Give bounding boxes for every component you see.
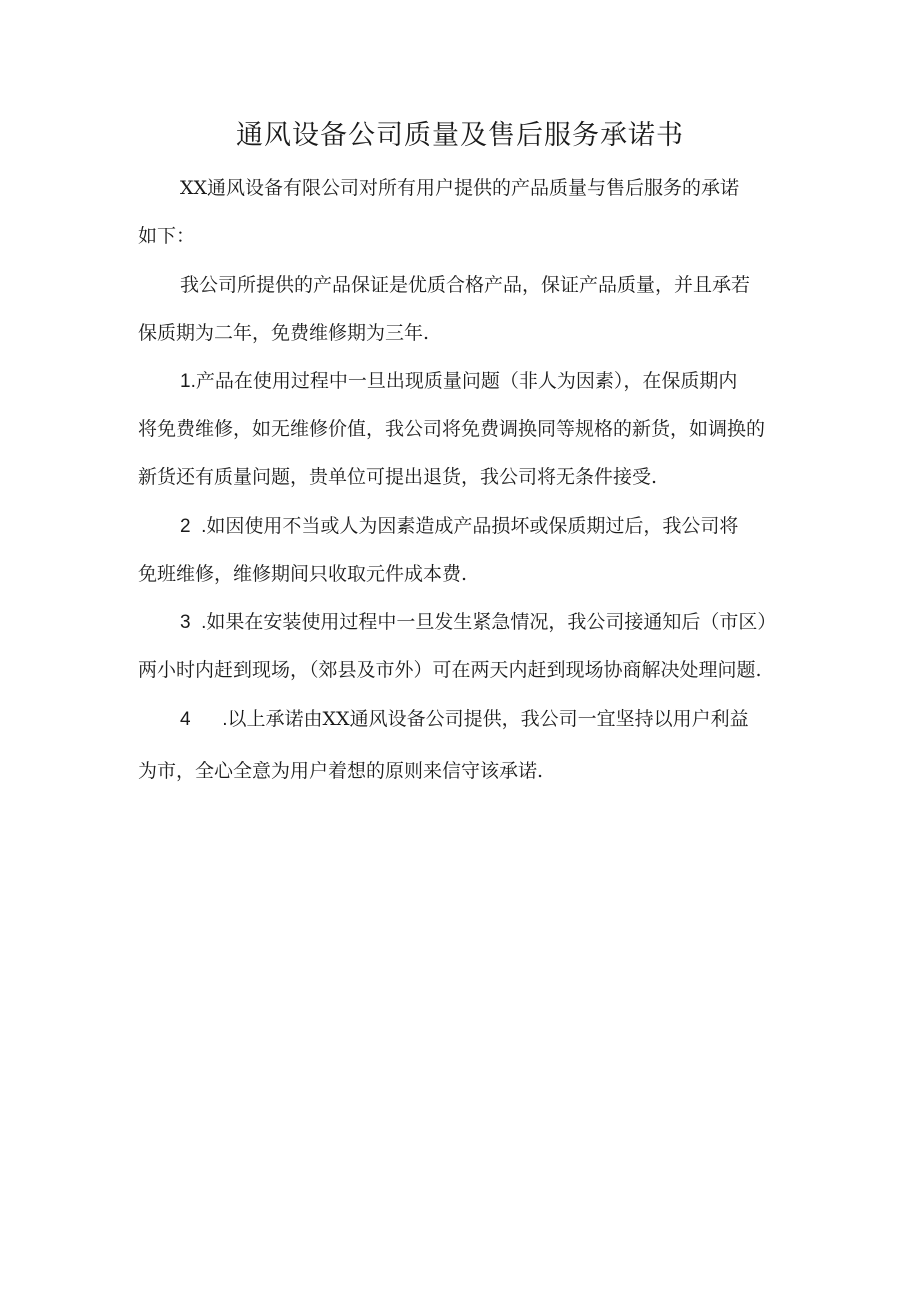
item-4-line-1 [180,706,749,733]
item-3-line-2: 两小时内赶到现场，（郊县及市外）可在两天内赶到现场协商解决处理问题. [138,659,762,681]
item-4-line-2: 为市，全心全意为用户着想的原则来信守该承诺. [138,760,544,782]
intro-line-2: 如下： [138,225,196,247]
item-4-text-1: 以上承诺由XX通风设备公司提供，我公司一宜坚持以用户利益 [227,708,749,730]
item-3-number: 3 . [180,612,207,633]
document-title: 通风设备公司质量及售后服务承诺书 [236,120,684,151]
item-2-text-1: 如因使用不当或人为因素造成产品损坏或保质期过后，我公司将 [206,515,739,537]
intro-line-1: XX通风设备有限公司对所有用户提供的产品质量与售后服务的承诺 [180,177,740,199]
item-4-number: 4 . [180,709,228,730]
item-2-line-1 [180,513,738,540]
item-2-number: 2 . [180,516,207,537]
item-1-text-1: 产品在使用过程中一旦出现质量问题（非人为因素），在保质期内 [195,370,738,392]
item-3-line-1 [180,609,776,636]
item-1-line-3: 新货还有质量问题，贵单位可提出退货，我公司将无条件接受. [138,466,658,488]
item-1-line-1 [180,368,737,395]
item-1-line-2: 将免费维修，如无维修价值，我公司将免费调换同等规格的新货，如调换的 [138,418,766,440]
guarantee-line-2: 保质期为二年，免费维修期为三年. [138,322,430,344]
guarantee-line-1: 我公司所提供的产品保证是优质合格产品，保证产品质量，并且承若 [180,274,751,296]
item-2-line-2: 免班维修，维修期间只收取元件成本费. [138,563,468,585]
item-3-text-1: 如果在安装使用过程中一旦发生紧急情况，我公司接通知后（市区） [206,611,777,633]
item-1-number: 1. [180,371,196,392]
